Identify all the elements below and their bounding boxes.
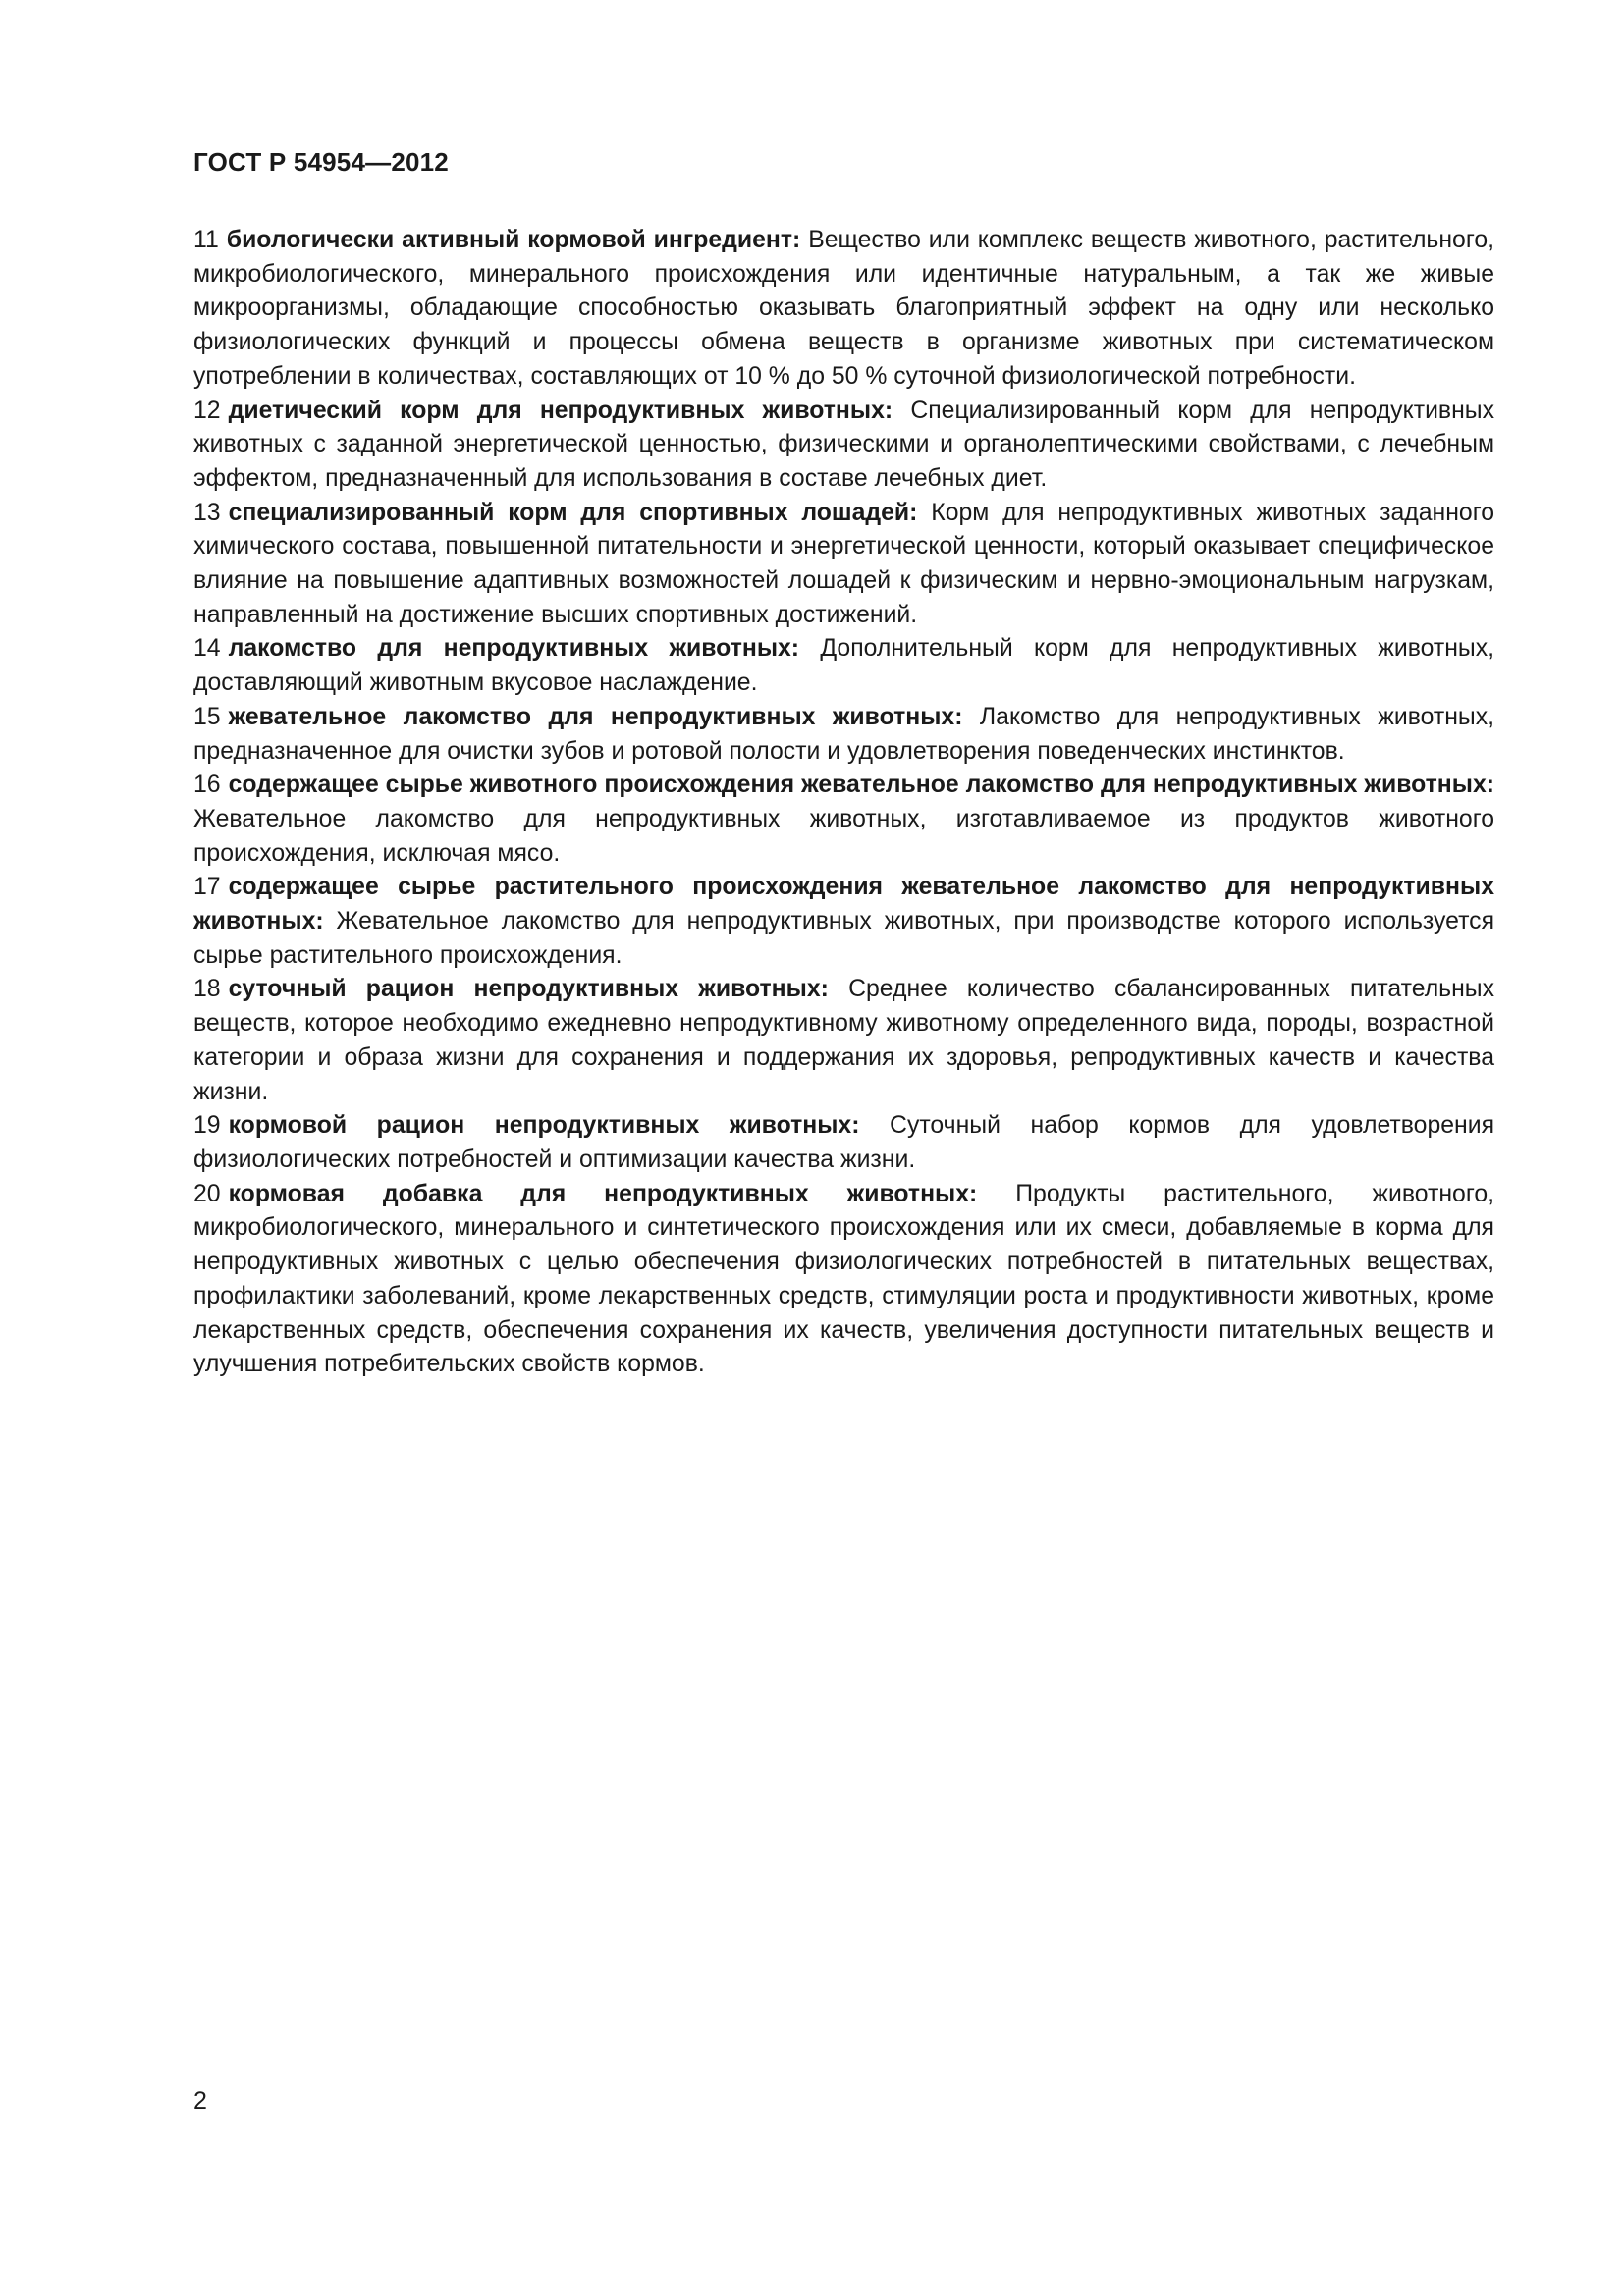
page-number: 2 <box>193 2087 207 2114</box>
term-name: биологически активный кормовой ингредиент: <box>226 227 801 253</box>
term-entry-15 <box>193 701 1494 769</box>
term-number: 18 <box>193 976 221 1003</box>
term-definition: Среднее количество сбалансированных питательных веществ, которое необходимо ежедневно непродуктивному животному определенного вида, породы, возрастной категории и образа жизни для сохранения и поддержания их здоровья, репродуктивных качеств и качества жизни. <box>193 976 1494 1105</box>
term-definition: Жевательное лакомство для непродуктивных животных, при производстве которого используется сырье растительного происхождения. <box>193 908 1494 969</box>
term-name: суточный рацион непродуктивных животных: <box>228 976 829 1003</box>
term-name: специализированный корм для спортивных лошадей: <box>228 499 918 526</box>
term-definition: Лакомство для непродуктивных животных, предназначенное для очистки зубов и ротовой полости и удовлетворения поведенческих инстинктов. <box>193 703 1494 765</box>
term-definition: Жевательное лакомство для непродуктивных животных, изготавливаемое из продуктов животного происхождения, исключая мясо. <box>193 805 1494 867</box>
term-entry-13 <box>193 497 1494 633</box>
term-entry-20 <box>193 1178 1494 1382</box>
term-entry-11 <box>193 224 1494 395</box>
term-name: содержащее сырье животного происхождения жевательное лакомство для непродуктивных животных: <box>228 772 1494 799</box>
term-number: 17 <box>193 874 221 901</box>
term-entry-14 <box>193 632 1494 700</box>
term-name: кормовая добавка для непродуктивных животных: <box>228 1180 978 1207</box>
term-entry-18 <box>193 973 1494 1109</box>
term-entry-16 <box>193 769 1494 871</box>
term-definition: Корм для непродуктивных животных заданного химического состава, повышенной питательности и энергетической ценности, который оказывает специфическое влияние на повышение адаптивных возможностей лошадей к физическим и нервно-эмоциональным нагрузкам, направленный на достижение высших спортивных достижений. <box>193 499 1495 628</box>
term-number: 11 <box>193 227 219 253</box>
term-definition: Вещество или комплекс веществ животного, растительного, микробиологического, минерального происхождения или идентичные натуральным, а так же живые микроорганизмы, обладающие способностью оказывать благоприятный эффект на одну или несколько физиологических функций и процессы обмена веществ в организме животных при систематическом употреблении в количествах, составляющих от 10 % до 50 % суточной физиологической потребности. <box>193 227 1495 390</box>
term-entry-19 <box>193 1109 1494 1177</box>
term-entry-12 <box>193 395 1494 497</box>
term-number: 20 <box>193 1180 221 1207</box>
term-number: 19 <box>193 1112 221 1140</box>
term-name: кормовой рацион непродуктивных животных: <box>228 1112 860 1140</box>
term-number: 12 <box>193 397 221 424</box>
term-definition: Суточный набор кормов для удовлетворения физиологических потребностей и оптимизации качества жизни. <box>193 1112 1495 1173</box>
term-definition: Продукты растительного, животного, микробиологического, минерального и синтетического происхождения или их смеси, добавляемые в корма для непродуктивных животных с целью обеспечения физиологических потребностей в питательных веществах, профилактики заболеваний, кроме лекарственных средств, стимуляции роста и продуктивности животных, кроме лекарственных средств, обеспечения сохранения их качеств, увеличения доступности питательных веществ и улучшения потребительских свойств кормов. <box>193 1180 1495 1378</box>
term-name: содержащее сырье растительного происхождения жевательное лакомство для непродуктивных животных: <box>193 874 1494 935</box>
term-number: 14 <box>193 635 221 663</box>
term-name: жевательное лакомство для непродуктивных животных: <box>228 703 963 730</box>
term-entry-17 <box>193 871 1494 973</box>
term-name: диетический корм для непродуктивных животных: <box>228 397 893 424</box>
term-number: 15 <box>193 703 221 730</box>
terms-list <box>193 224 1494 1382</box>
term-definition: Специализированный корм для непродуктивных животных с заданной энергетической ценностью, физическими и органолептическими свойствами, с лечебным эффектом, предназначенный для использования в составе лечебных диет. <box>193 397 1495 492</box>
standard-code-header: ГОСТ Р 54954—2012 <box>193 147 449 177</box>
term-definition: Дополнительный корм для непродуктивных животных, доставляющий животным вкусовое наслаждение. <box>193 635 1494 697</box>
term-name: лакомство для непродуктивных животных: <box>228 635 800 663</box>
term-number: 13 <box>193 499 221 526</box>
term-number: 16 <box>193 772 221 799</box>
